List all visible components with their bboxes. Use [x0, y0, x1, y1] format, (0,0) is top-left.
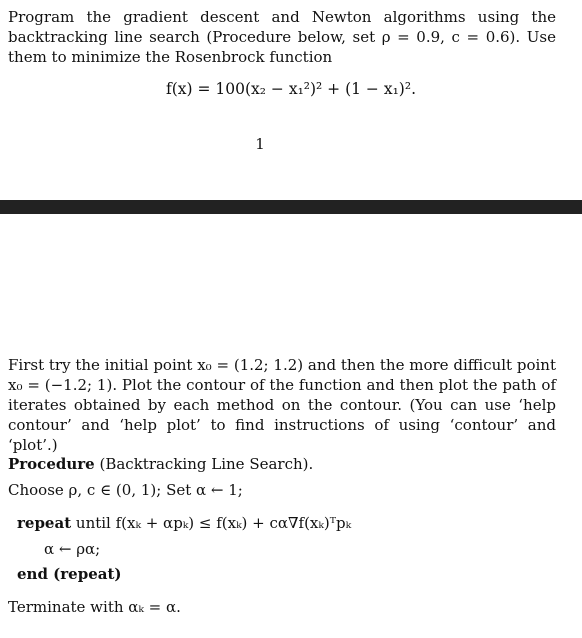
intro-paragraph: Program the gradient descent and Newton algorithms using the backtracking line search (Procedure below, set ρ = 0.9, c = 0.6). Use them to minimize the Rosenbrock function: [8, 8, 556, 66]
procedure-title-rest: (Backtracking Line Search).: [94, 455, 314, 473]
instructions-paragraph: First try the initial point x₀ = (1.2; 1.2) and then the more difficult point x₀ = (−1.2; 1). Plot the contour of the function and then plot the path of iterates obtained by each method on the contour. (You can use ‘help contour’ and ‘help plot’ to find instructions of using ‘contour’ and ‘plot’.): [8, 356, 556, 454]
procedure-terminate: Terminate with αₖ = α.: [8, 598, 181, 616]
end-keyword: end (repeat): [17, 565, 122, 583]
rosenbrock-equation: f(x) = 100(x₂ − x₁²)² + (1 − x₁)².: [165, 80, 416, 98]
procedure-title: [8, 455, 313, 473]
page-number: 1: [255, 135, 265, 153]
procedure-title-bold: Procedure: [8, 455, 95, 473]
repeat-condition: until f(xₖ + αpₖ) ≤ f(xₖ) + cα∇f(xₖ)ᵀpₖ: [71, 514, 352, 532]
procedure-repeat: [17, 514, 351, 532]
procedure-assign: α ← ρα;: [44, 540, 101, 558]
page-top: [0, 0, 582, 200]
repeat-keyword: repeat: [17, 514, 72, 532]
procedure-end: [17, 565, 121, 583]
procedure-choose: Choose ρ, c ∈ (0, 1); Set α ← 1;: [8, 481, 243, 499]
page-divider: [0, 200, 582, 214]
